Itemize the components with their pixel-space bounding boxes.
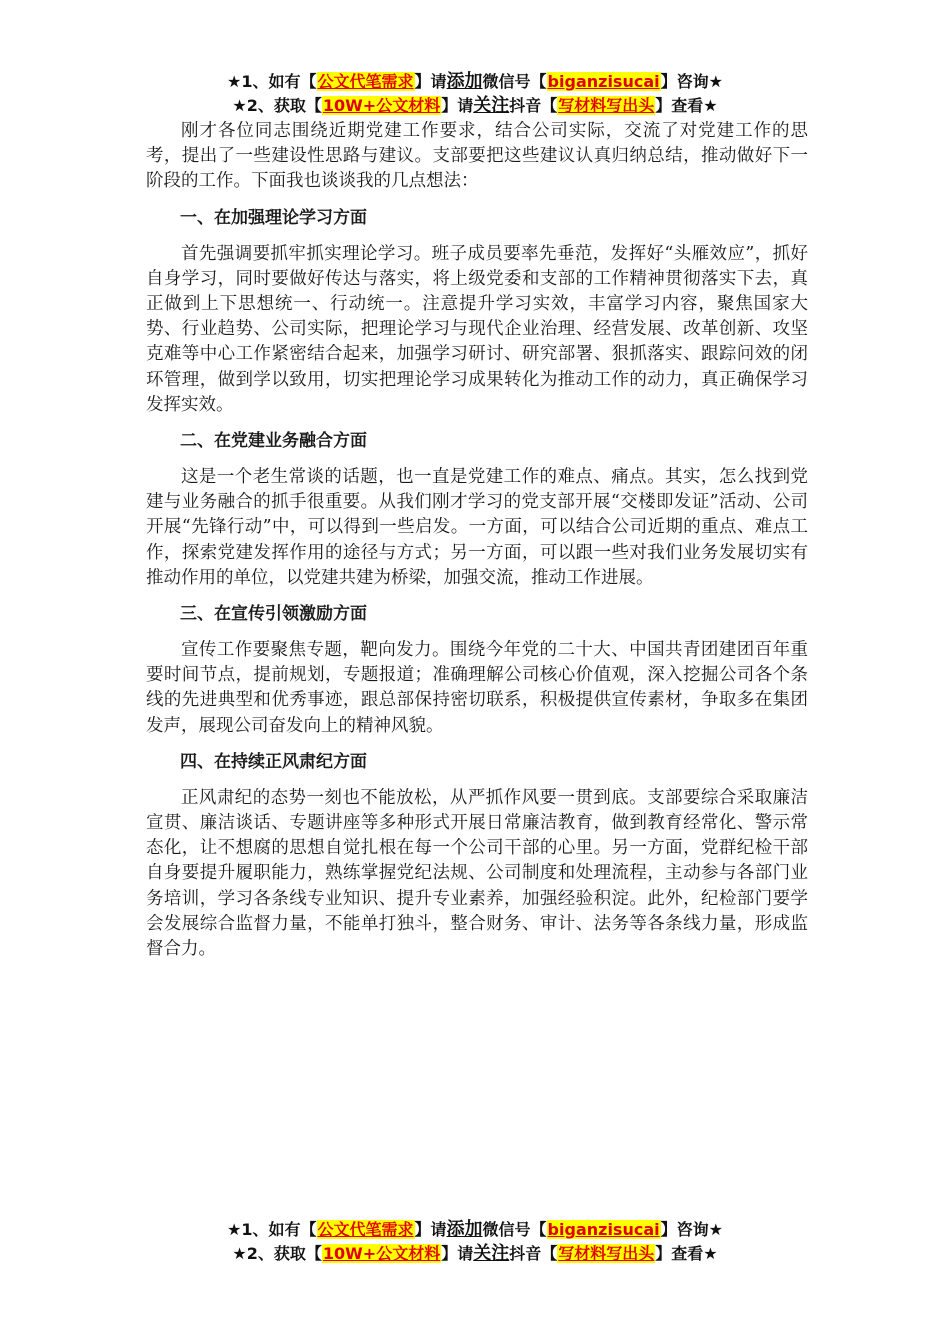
banner-text: 微信号【 xyxy=(482,72,547,91)
banner-emphasis: 添加 xyxy=(446,71,483,92)
banner-text: 】查看★ xyxy=(655,96,718,115)
service-highlight: 公文代笔需求 xyxy=(317,72,414,91)
banner-text: 】请 xyxy=(441,1244,474,1263)
banner-line-1 xyxy=(0,1218,950,1242)
douyin-id-highlight: 写材料写出头 xyxy=(558,1244,655,1263)
banner-text: 】咨询★ xyxy=(660,72,723,91)
banner-emphasis: 添加 xyxy=(446,1219,483,1240)
section-body-3: 宣传工作要聚焦专题，靶向发力。围绕今年党的二十大、中国共青团建团百年重要时间节点，提前规划，专题报道；准确理解公司核心价值观，深入挖掘公司各个条线的先进典型和优秀事迹，跟总部保持密切联系，积极提供宣传素材，争取多在集团发声，展现公司奋发向上的精神风貌。 xyxy=(146,640,808,736)
section-body-4: 正风肃纪的态势一刻也不能放松，从严抓作风要一贯到底。支部要综合采取廉洁宣贯、廉洁谈话、专题讲座等多种形式开展日常廉洁教育，做到教育经常化、警示常态化，让不想腐的思想自觉扎根在每一个公司干部的心里。另一方面，党群纪检干部自身要提升履职能力，熟练掌握党纪法规、公司制度和处理流程，主动参与各部门业务培训，学习各条线专业知识、提升专业素养，加强经验积淀。此外，纪检部门要学会发展综合监督力量，不能单打独斗，整合财务、审计、法务等各条线力量，形成监督合力。 xyxy=(146,787,808,960)
header-banner xyxy=(0,70,950,118)
material-highlight: 10W+公文材料 xyxy=(322,1244,441,1263)
banner-text: 】查看★ xyxy=(655,1244,718,1263)
intro-paragraph: 刚才各位同志围绕近期党建工作要求，结合公司实际，交流了对党建工作的思考，提出了一些建设性思路与建议。支部要把这些建议认真归纳总结，推动做好下一阶段的工作。下面我也谈谈我的几点想法： xyxy=(146,121,808,192)
section-heading-1: 一、在加强理论学习方面 xyxy=(180,207,367,228)
banner-text: 抖音【 xyxy=(509,1244,558,1263)
section-body-2: 这是一个老生常谈的话题，也一直是党建工作的难点、痛点。其实，怎么找到党建与业务融合的抓手很重要。从我们刚才学习的党支部开展“交楼即发证”活动、公司开展“先锋行动”中，可以得到一些启发。一方面，可以结合公司近期的重点、难点工作，探索党建发挥作用的途径与方式；另一方面，可以跟一些对我们业务发展切实有推动作用的单位，以党建共建为桥梁，加强交流，推动工作进展。 xyxy=(146,467,808,588)
banner-text: ★1、如有【 xyxy=(227,1220,317,1239)
section-heading-3: 三、在宣传引领激励方面 xyxy=(180,604,367,625)
wechat-id-highlight: biganzisucai xyxy=(547,1220,660,1239)
banner-line-1 xyxy=(0,70,950,94)
service-highlight: 公文代笔需求 xyxy=(317,1220,414,1239)
section-heading-4: 四、在持续正风肃纪方面 xyxy=(180,751,367,772)
section-heading-2: 二、在党建业务融合方面 xyxy=(180,431,367,452)
banner-line-2 xyxy=(0,94,950,118)
banner-text: 】请 xyxy=(414,72,447,91)
footer-banner xyxy=(0,1218,950,1266)
document-body xyxy=(146,119,808,962)
banner-text: ★2、获取【 xyxy=(232,96,322,115)
douyin-id-highlight: 写材料写出头 xyxy=(558,96,655,115)
material-highlight: 10W+公文材料 xyxy=(322,96,441,115)
section-body-1: 首先强调要抓牢抓实理论学习。班子成员要率先垂范，发挥好“头雁效应”，抓好自身学习，同时要做好传达与落实，将上级党委和支部的工作精神贯彻落实下去，真正做到上下思想统一、行动统一。注意提升学习实效，丰富学习内容，聚焦国家大势、行业趋势、公司实际，把理论学习与现代企业治理、经营发展、改革创新、攻坚克难等中心工作紧密结合起来，加强学习研讨、研究部署、狠抓落实、跟踪问效的闭环管理，做到学以致用，切实把理论学习成果转化为推动工作的动力，真正确保学习发挥实效。 xyxy=(146,243,808,415)
banner-emphasis: 关注 xyxy=(473,1243,510,1264)
banner-text: 】请 xyxy=(414,1220,447,1239)
banner-emphasis: 关注 xyxy=(473,95,510,116)
wechat-id-highlight: biganzisucai xyxy=(547,72,660,91)
banner-text: 微信号【 xyxy=(482,1220,547,1239)
banner-text: ★1、如有【 xyxy=(227,72,317,91)
banner-line-2 xyxy=(0,1242,950,1266)
banner-text: 抖音【 xyxy=(509,96,558,115)
banner-text: 】请 xyxy=(441,96,474,115)
banner-text: 】咨询★ xyxy=(660,1220,723,1239)
banner-text: ★2、获取【 xyxy=(232,1244,322,1263)
